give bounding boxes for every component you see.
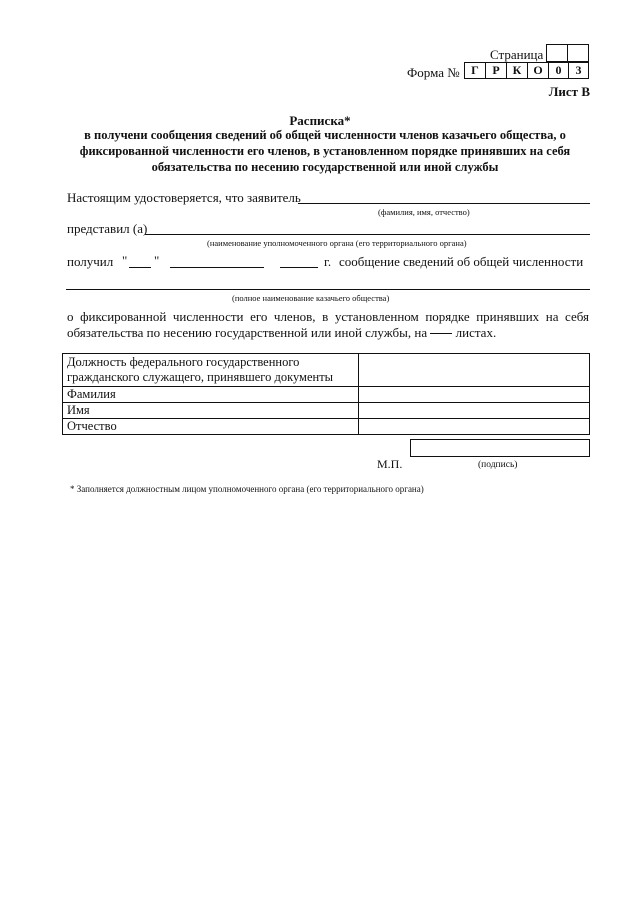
signature-field[interactable] (410, 439, 590, 457)
day-field[interactable] (129, 267, 151, 268)
document-title-line-2: фиксированной численности его членов, в установленном порядке принявших на себя (79, 144, 571, 158)
page-number-box-2[interactable] (567, 44, 589, 62)
position-label-line-2: гражданского служащего, принявшего документы (67, 370, 334, 384)
form-code-cell: О (527, 62, 549, 79)
stamp-label: М.П. (377, 457, 403, 471)
document-title-line-1: в получени сообщения сведений об общей численности членов казачьего общества, о (84, 128, 566, 142)
official-info-table (62, 353, 590, 435)
surname-value-field[interactable] (359, 387, 590, 403)
message-text: сообщение сведений об общей численности (339, 254, 584, 269)
document-title-line-3: обязательства по несению государственной или иной службы (151, 160, 499, 174)
year-field[interactable] (280, 267, 318, 268)
page-number-box-1[interactable] (546, 44, 568, 62)
presented-text: представил (а) (67, 221, 148, 236)
organ-name-field[interactable] (145, 234, 590, 235)
name-label: Имя (63, 403, 359, 419)
form-label: Форма № (407, 65, 460, 80)
certify-text: Настоящим удостоверяется, что заявитель (67, 190, 301, 205)
footnote: * Заполняется должностным лицом уполномоченного органа (его территориального органа) (70, 484, 424, 494)
fio-caption: (фамилия, имя, отчество) (378, 207, 470, 217)
table-row (63, 403, 590, 419)
patronymic-label: Отчество (63, 419, 359, 435)
position-label-line-1: Должность федерального государственного (67, 355, 300, 369)
society-caption: (полное наименование казачьего общества) (232, 293, 390, 303)
table-row (63, 387, 590, 403)
quote-open: " (122, 253, 128, 268)
table-row (63, 354, 590, 387)
form-code-cell: 3 (568, 62, 589, 79)
received-text: получил (67, 254, 114, 269)
form-code-cell: Р (485, 62, 507, 79)
position-label (63, 354, 359, 387)
society-name-field[interactable] (66, 289, 590, 290)
applicant-name-field[interactable] (298, 203, 590, 204)
sheets-count-field[interactable] (430, 333, 452, 334)
table-row (63, 419, 590, 435)
document-heading: Расписка* (289, 113, 351, 128)
month-field[interactable] (170, 267, 264, 268)
form-code-cell: Г (464, 62, 486, 79)
surname-label: Фамилия (63, 387, 359, 403)
position-value-field[interactable] (359, 354, 590, 387)
paragraph-line-2-text: обязательства по несению государственной или иной службы, на (67, 325, 428, 340)
year-suffix: г. (324, 254, 332, 269)
quote-close: " (154, 253, 160, 268)
paragraph-line-2 (67, 325, 496, 341)
organ-caption: (наименование уполномоченного органа (его территориального органа) (207, 238, 467, 248)
page-label: Страница (490, 47, 544, 62)
patronymic-value-field[interactable] (359, 419, 590, 435)
name-value-field[interactable] (359, 403, 590, 419)
form-code-cell: К (506, 62, 528, 79)
sheet-label: Лист В (548, 84, 590, 99)
signature-caption: (подпись) (478, 460, 518, 470)
form-code-cell: 0 (548, 62, 569, 79)
paragraph-line-2-end: листах. (455, 325, 497, 340)
paragraph-line-1: о фиксированной численности его членов, в установленном порядке принявших на себя (67, 309, 589, 324)
